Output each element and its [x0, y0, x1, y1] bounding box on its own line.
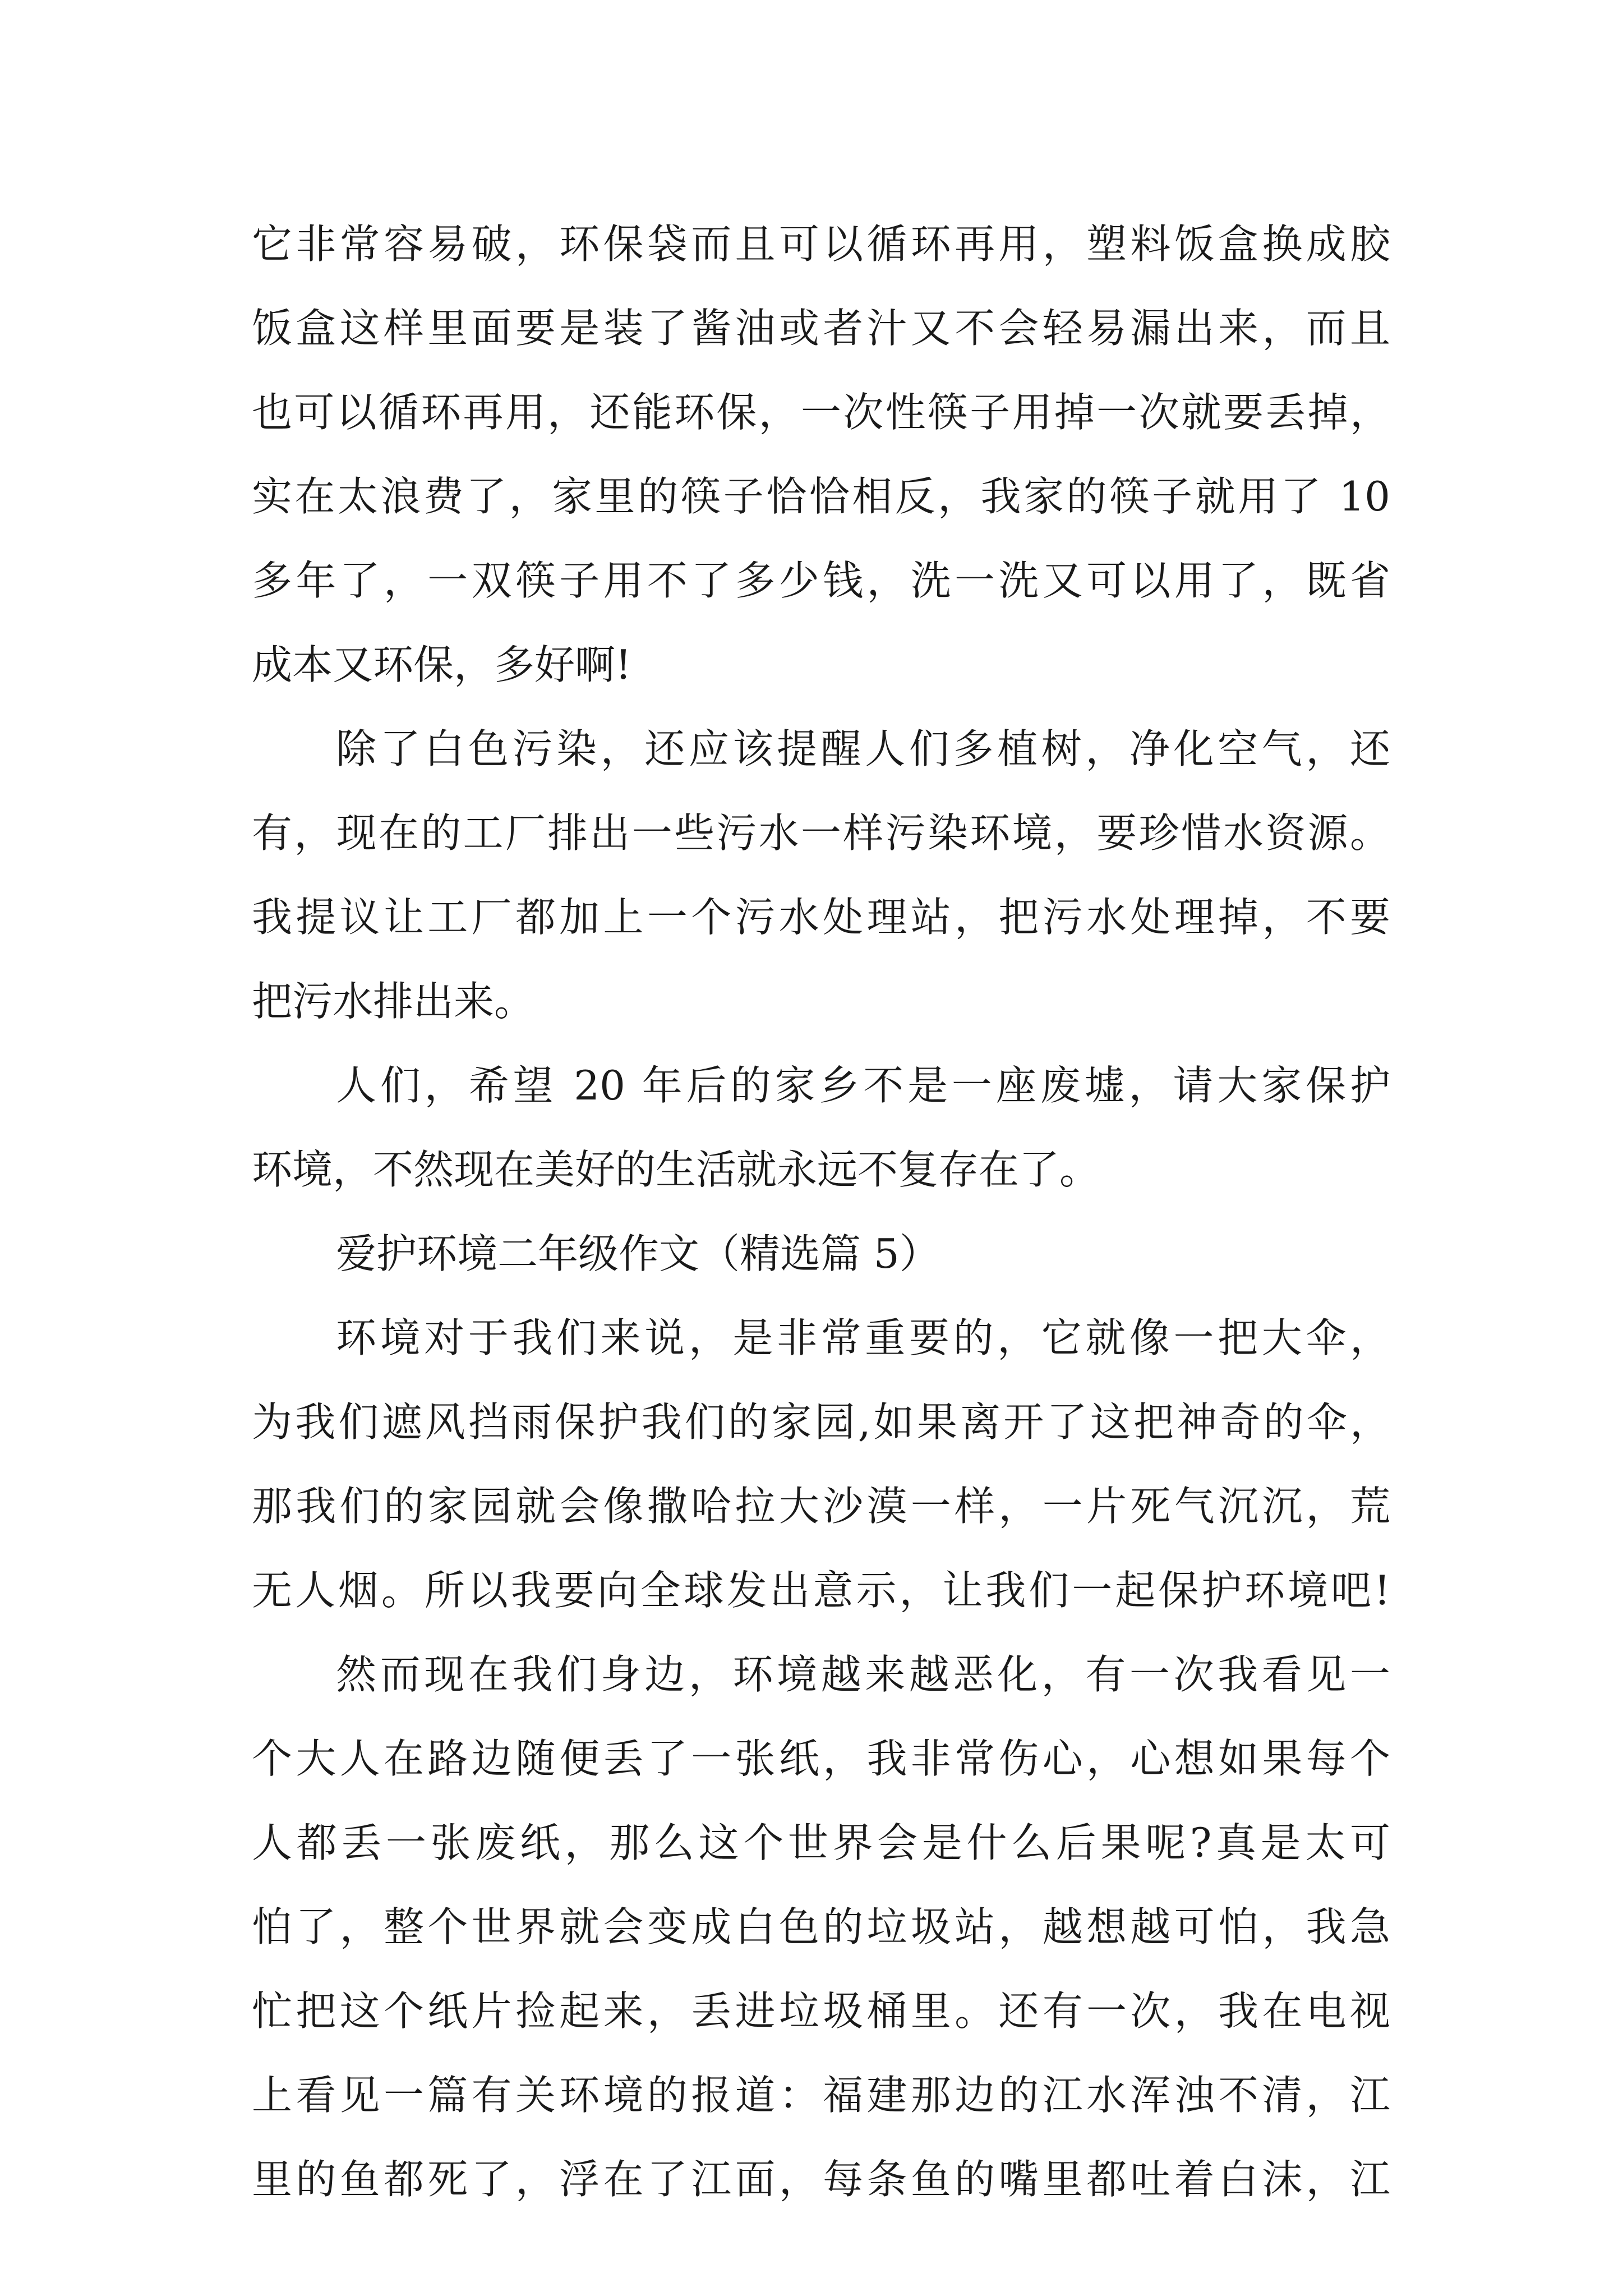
text-line: 有，现在的工厂排出一些污水一样污染环境，要珍惜水资源。 — [252, 809, 1390, 857]
text-line: 上看见一篇有关环境的报道：福建那边的江水浑浊不清，江 — [252, 2072, 1390, 2119]
text-line: 然而现在我们身边，环境越来越恶化，有一次我看见一 — [336, 1651, 1390, 1698]
text-line: 也可以循环再用，还能环保，一次性筷子用掉一次就要丢掉， — [252, 389, 1390, 436]
text-line: 为我们遮风挡雨保护我们的家园,如果离开了这把神奇的伞， — [252, 1398, 1390, 1446]
text-line: 实在太浪费了，家里的筷子恰恰相反，我家的筷子就用了 10 — [252, 473, 1390, 520]
text-line: 那我们的家园就会像撒哈拉大沙漠一样，一片死气沉沉，荒 — [252, 1483, 1390, 1530]
text-line: 饭盒这样里面要是装了酱油或者汁又不会轻易漏出来，而且 — [252, 305, 1390, 352]
section-heading: 爱护环境二年级作文（精选篇 5） — [336, 1230, 940, 1277]
text-line: 人们，希望 20 年后的家乡不是一座废墟，请大家保护 — [336, 1062, 1390, 1109]
text-line: 我提议让工厂都加上一个污水处理站，把污水处理掉，不要 — [252, 894, 1390, 941]
text-line: 多年了，一双筷子用不了多少钱，洗一洗又可以用了，既省 — [252, 557, 1390, 604]
text-line: 个大人在路边随便丢了一张纸，我非常伤心，心想如果每个 — [252, 1735, 1390, 1782]
text-line: 人都丢一张废纸，那么这个世界会是什么后果呢?真是太可 — [252, 1819, 1390, 1866]
text-line: 环境对于我们来说，是非常重要的，它就像一把大伞， — [336, 1314, 1390, 1361]
text-line: 无人烟。所以我要向全球发出意示，让我们一起保护环境吧! — [252, 1567, 1390, 1614]
text-line: 把污水排出来。 — [252, 978, 535, 1025]
text-line: 环境，不然现在美好的生活就永远不复存在了。 — [252, 1146, 1100, 1193]
text-line: 它非常容易破，环保袋而且可以循环再用，塑料饭盒换成胶 — [252, 220, 1390, 268]
text-line: 怕了，整个世界就会变成白色的垃圾站，越想越可怕，我急 — [252, 1903, 1390, 1950]
text-line: 里的鱼都死了，浮在了江面，每条鱼的嘴里都吐着白沫，江 — [252, 2156, 1390, 2203]
text-line: 忙把这个纸片捡起来，丢进垃圾桶里。还有一次，我在电视 — [252, 1987, 1390, 2035]
text-line: 除了白色污染，还应该提醒人们多植树，净化空气，还 — [336, 725, 1390, 772]
text-line: 成本又环保，多好啊! — [252, 641, 631, 688]
